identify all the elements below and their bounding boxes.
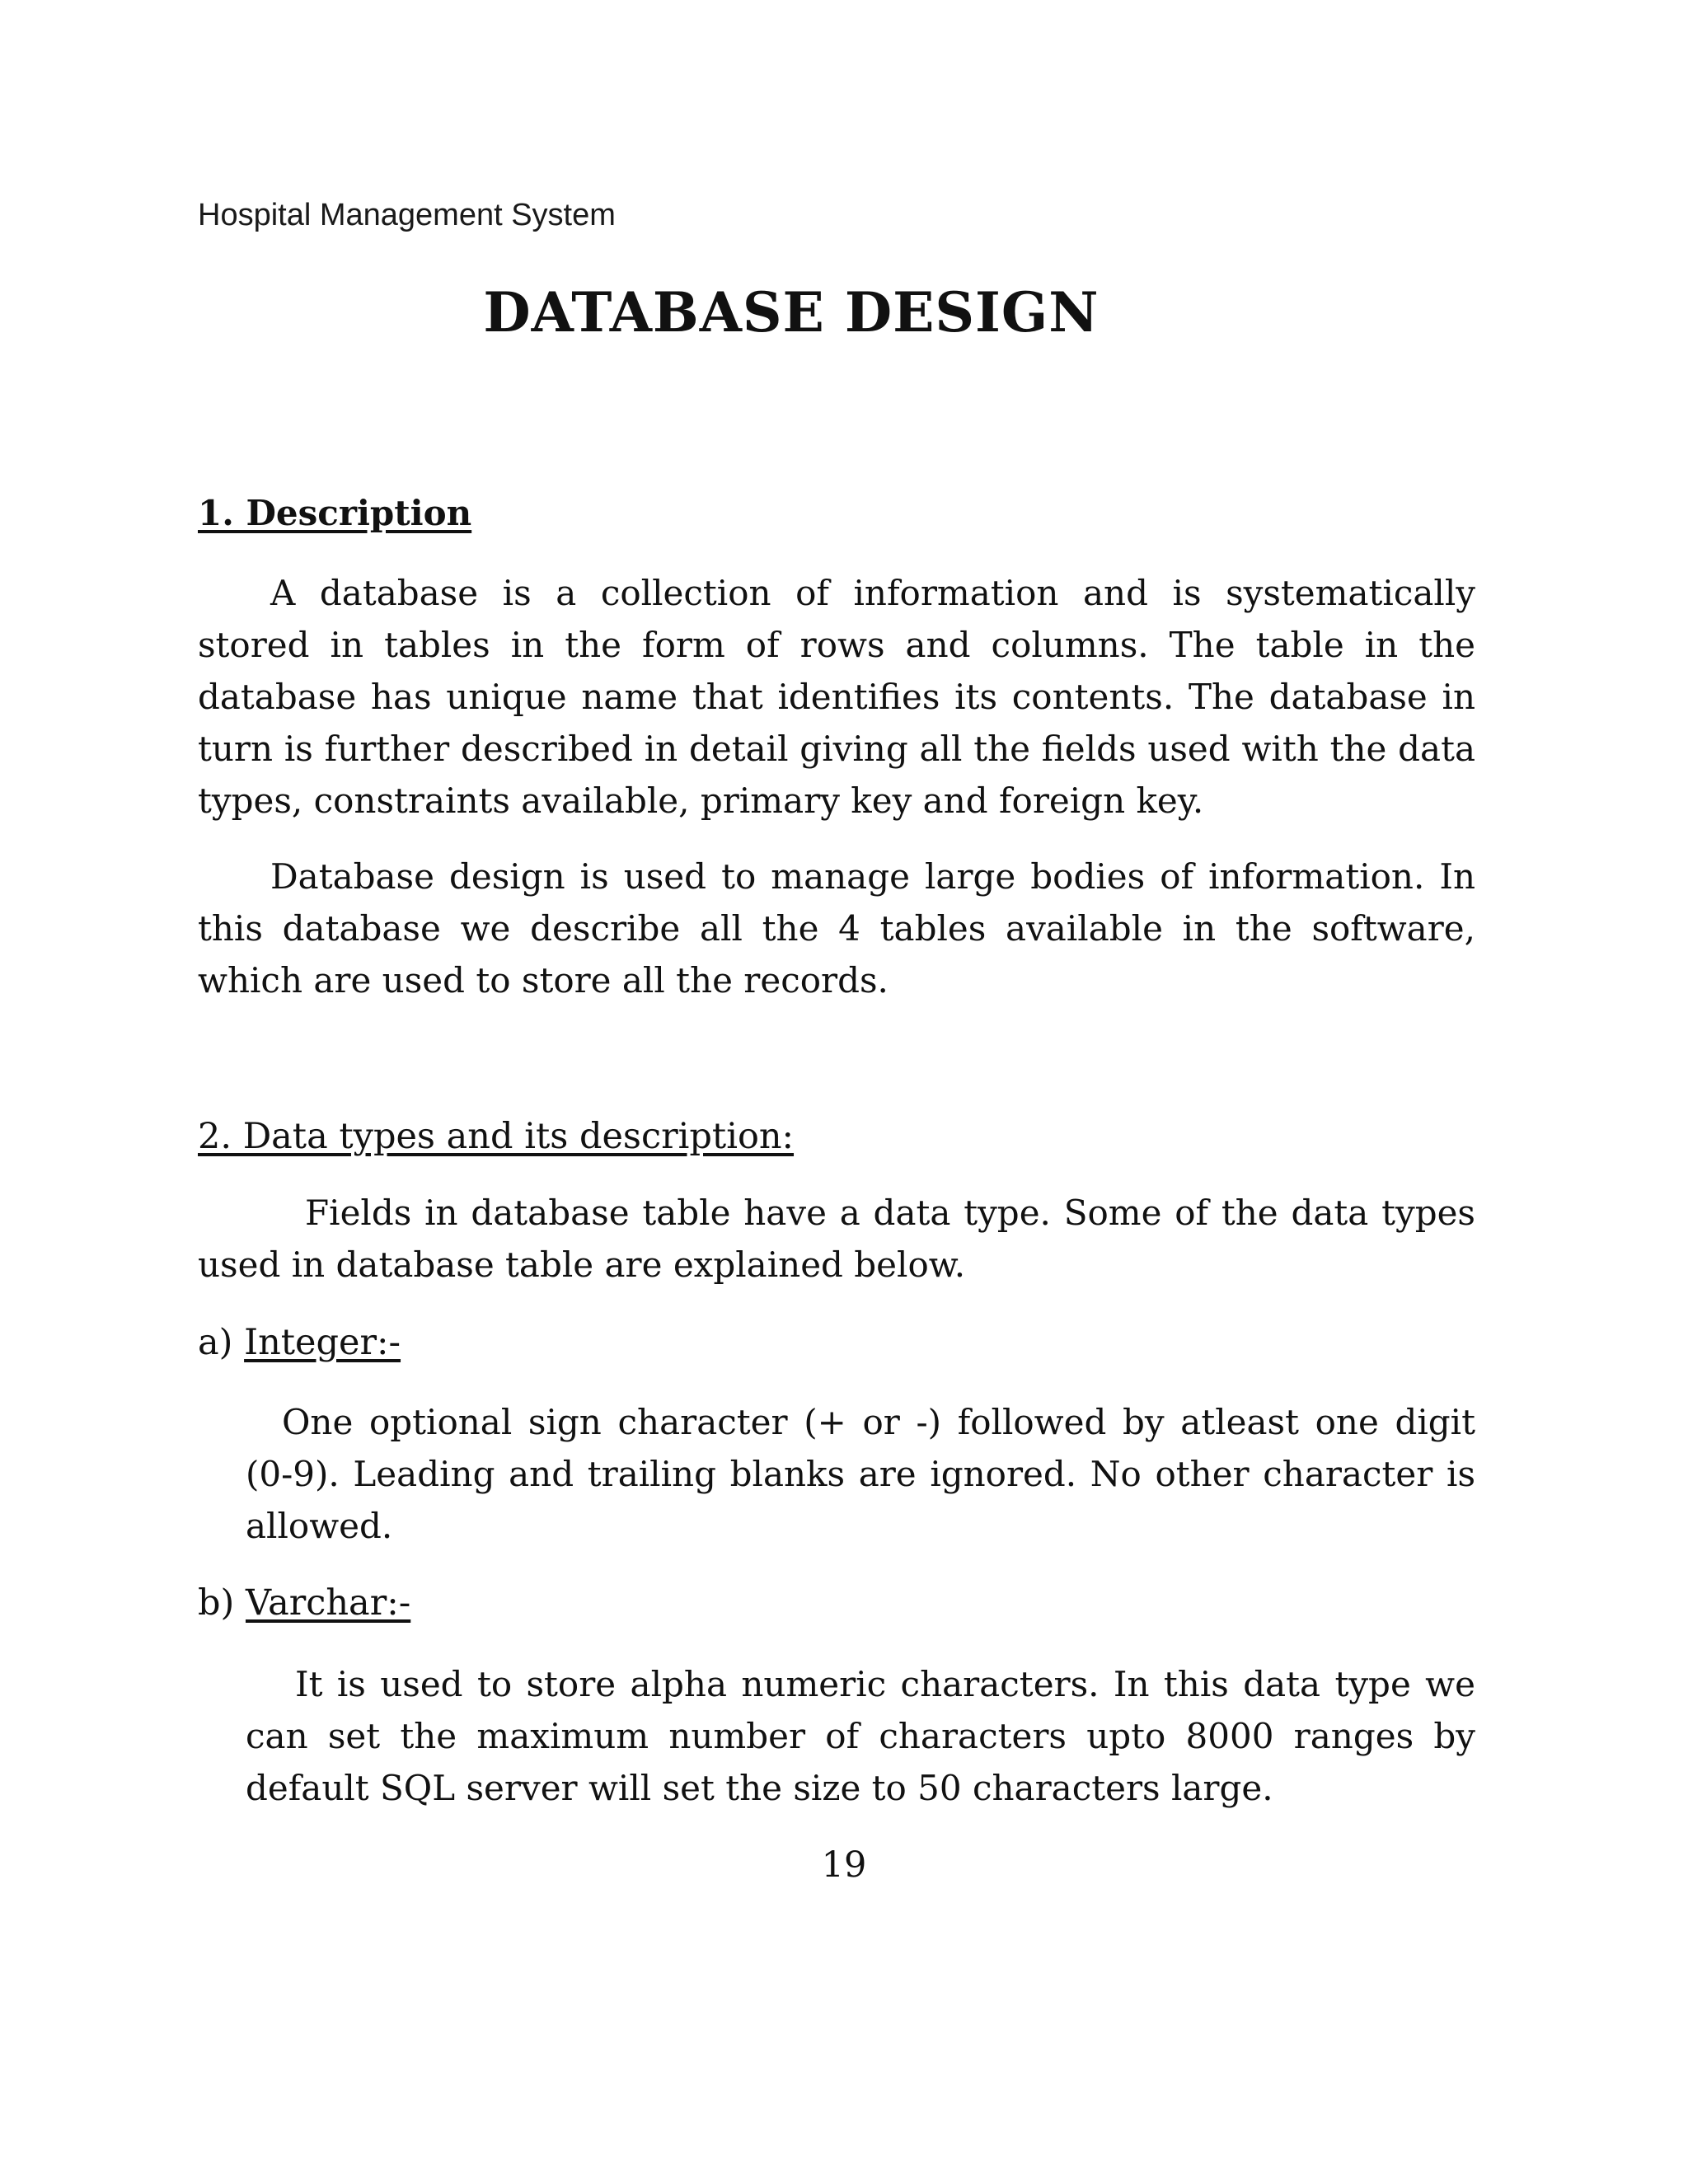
data-types-intro-paragraph: Fields in database table have a data type. Some of the data types used in database table are explained below. xyxy=(198,1193,1475,1285)
description-paragraph-2: Database design is used to manage large bodies of information. In this database we describe all the 4 tables available in the software, which are used to store all the records. xyxy=(198,856,1475,1001)
page-number: 19 xyxy=(821,1844,867,1886)
list-item-text-varchar: It is used to store alpha numeric characters. In this data type we can set the maximum number of characters upto 8000 ranges by default SQL server will set the size to 50 characters large. xyxy=(246,1664,1475,1808)
list-item-label-integer xyxy=(198,1322,401,1363)
section-heading-description: 1. Description xyxy=(198,493,472,533)
section-heading-data-types: 2. Data types and its description: xyxy=(198,1116,795,1157)
list-item-label-varchar xyxy=(198,1582,410,1624)
description-paragraph-1: A database is a collection of information and is systematically stored in tables in the form of rows and columns. The table in the database has unique name that identifies its contents. The database in turn is further described in detail giving all the fields used with the data types, constraints available, primary key and foreign key. xyxy=(198,573,1475,821)
list-item-name: Varchar:- xyxy=(245,1582,411,1624)
running-header: Hospital Management System xyxy=(198,198,616,232)
list-item-marker: b) xyxy=(198,1582,235,1624)
page-title: DATABASE DESIGN xyxy=(483,280,1100,344)
list-item-marker: a) xyxy=(198,1322,233,1363)
list-item-name: Integer:- xyxy=(244,1322,401,1363)
list-item-text-integer: One optional sign character (+ or -) followed by atleast one digit (0-9). Leading and trailing blanks are ignored. No other character is allowed. xyxy=(246,1402,1475,1546)
